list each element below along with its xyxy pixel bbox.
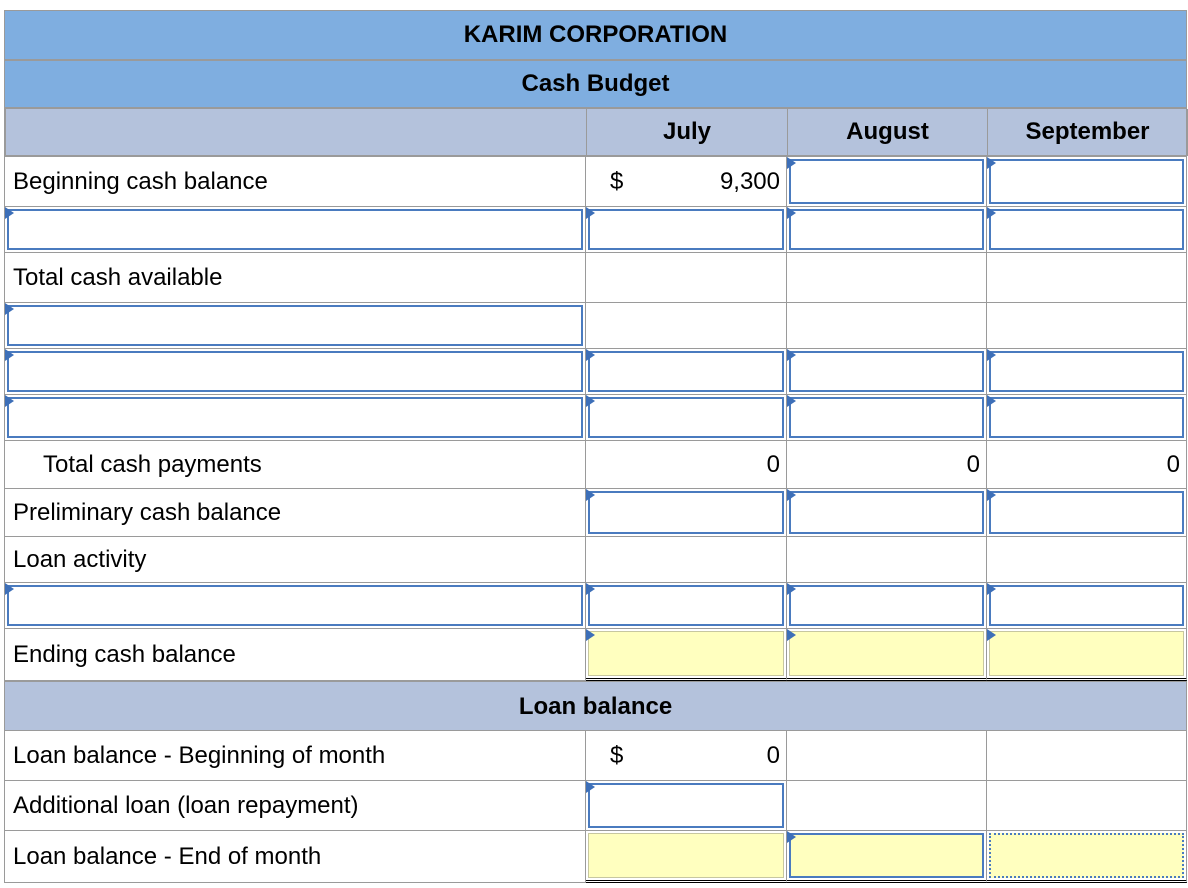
dropdown-marker-icon: [787, 831, 796, 843]
august-loan-end-input[interactable]: [789, 833, 984, 878]
dropdown-marker-icon: [586, 781, 595, 793]
september-additional-loan: [987, 781, 1187, 831]
column-header-blank: [5, 109, 587, 156]
july-loan-beginning-value: 0: [766, 741, 780, 769]
september-loan-end-input[interactable]: [989, 833, 1184, 878]
dropdown-marker-icon: [787, 157, 796, 169]
row-total-cash-available: [4, 253, 1187, 303]
august-payment-1-input[interactable]: [789, 351, 984, 392]
preliminary-cash-label: Preliminary cash balance: [13, 498, 282, 526]
budget-title-header: [4, 60, 1187, 108]
loan-beginning-label: Loan balance - Beginning of month: [13, 741, 386, 769]
september-total-payments-value: 0: [1166, 450, 1180, 478]
dropdown-marker-icon: [5, 349, 14, 361]
august-beginning-cash-input[interactable]: [789, 159, 984, 204]
currency-symbol: $: [610, 741, 624, 769]
september-beginning-cash-input[interactable]: [989, 159, 1184, 204]
dropdown-marker-icon: [987, 207, 996, 219]
dropdown-marker-icon: [987, 583, 996, 595]
dropdown-marker-icon: [987, 489, 996, 501]
dropdown-marker-icon: [586, 349, 595, 361]
dropdown-marker-icon: [787, 629, 796, 641]
september-payment-2-input[interactable]: [989, 397, 1184, 438]
row-loan-beginning: [4, 731, 1187, 781]
row-ending-cash: [4, 629, 1187, 681]
july-payment-2-input[interactable]: [588, 397, 784, 438]
row-additional-loan: [4, 781, 1187, 831]
row-total-cash-payments: [4, 441, 1187, 489]
row-payments-header: [4, 303, 1187, 349]
loan-balance-header: [4, 681, 1187, 731]
dropdown-marker-icon: [5, 395, 14, 407]
july-payment-1-input[interactable]: [588, 351, 784, 392]
receipts-label-dropdown[interactable]: [7, 209, 583, 250]
dropdown-marker-icon: [586, 489, 595, 501]
column-header-september: September: [988, 109, 1188, 156]
dropdown-marker-icon: [5, 207, 14, 219]
row-receipts: [4, 207, 1187, 253]
july-preliminary-cash-input[interactable]: [588, 491, 784, 534]
dropdown-marker-icon: [787, 583, 796, 595]
july-receipts-input[interactable]: [588, 209, 784, 250]
additional-loan-label: Additional loan (loan repayment): [13, 791, 359, 819]
september-total-cash-available: [987, 253, 1187, 303]
row-payment-1: [4, 349, 1187, 395]
payment-1-label-dropdown[interactable]: [7, 351, 583, 392]
dropdown-marker-icon: [586, 395, 595, 407]
dropdown-marker-icon: [787, 395, 796, 407]
row-loan-activity-input: [4, 583, 1187, 629]
row-loan-end: [4, 831, 1187, 883]
dropdown-marker-icon: [987, 157, 996, 169]
september-preliminary-cash-input[interactable]: [989, 491, 1184, 534]
dropdown-marker-icon: [987, 629, 996, 641]
company-header: [4, 10, 1187, 60]
column-header-july: July: [587, 109, 788, 156]
row-payment-2: [4, 395, 1187, 441]
total-cash-available-label: Total cash available: [13, 263, 223, 291]
dropdown-marker-icon: [586, 207, 595, 219]
july-ending-cash-input[interactable]: [588, 631, 784, 676]
currency-symbol: $: [610, 167, 624, 195]
loan-balance-title: Loan balance: [518, 693, 673, 720]
july-beginning-cash-value: 9,300: [719, 167, 780, 195]
dropdown-marker-icon: [5, 303, 14, 315]
loan-activity-label: Loan activity: [13, 545, 147, 573]
august-preliminary-cash-input[interactable]: [789, 491, 984, 534]
company-name: KARIM CORPORATION: [463, 21, 728, 48]
dropdown-marker-icon: [787, 207, 796, 219]
september-payment-1-input[interactable]: [989, 351, 1184, 392]
august-ending-cash-input[interactable]: [789, 631, 984, 676]
row-preliminary-cash: [4, 489, 1187, 537]
dropdown-marker-icon: [787, 489, 796, 501]
payments-label-dropdown[interactable]: [7, 305, 583, 346]
dropdown-marker-icon: [5, 583, 14, 595]
total-cash-payments-label: Total cash payments: [43, 450, 262, 478]
dropdown-marker-icon: [987, 395, 996, 407]
dropdown-marker-icon: [586, 583, 595, 595]
august-payment-2-input[interactable]: [789, 397, 984, 438]
loan-end-label: Loan balance - End of month: [13, 842, 322, 870]
july-total-payments-value: 0: [766, 450, 780, 478]
row-loan-activity: [4, 537, 1187, 583]
loan-activity-label-dropdown[interactable]: [7, 585, 583, 626]
row-beginning-cash: [4, 157, 1187, 207]
beginning-cash-label: Beginning cash balance: [13, 167, 268, 195]
september-receipts-input[interactable]: [989, 209, 1184, 250]
september-ending-cash-input[interactable]: [989, 631, 1184, 676]
august-total-payments-value: 0: [966, 450, 980, 478]
july-additional-loan-input[interactable]: [588, 783, 784, 828]
dropdown-marker-icon: [586, 629, 595, 641]
august-loan-activity-input[interactable]: [789, 585, 984, 626]
july-total-cash-available: [586, 253, 787, 303]
august-receipts-input[interactable]: [789, 209, 984, 250]
july-loan-activity-input[interactable]: [588, 585, 784, 626]
column-header-august: August: [788, 109, 988, 156]
dropdown-marker-icon: [787, 349, 796, 361]
july-loan-end-input[interactable]: [588, 833, 784, 878]
dropdown-marker-icon: [987, 349, 996, 361]
september-loan-beginning: [987, 731, 1187, 781]
budget-title: Cash Budget: [521, 70, 670, 97]
ending-cash-label: Ending cash balance: [13, 640, 236, 668]
august-total-cash-available: [787, 253, 987, 303]
payment-2-label-dropdown[interactable]: [7, 397, 583, 438]
august-loan-beginning: [787, 731, 987, 781]
august-additional-loan: [787, 781, 987, 831]
column-header-row: [4, 108, 1187, 157]
september-loan-activity-input[interactable]: [989, 585, 1184, 626]
